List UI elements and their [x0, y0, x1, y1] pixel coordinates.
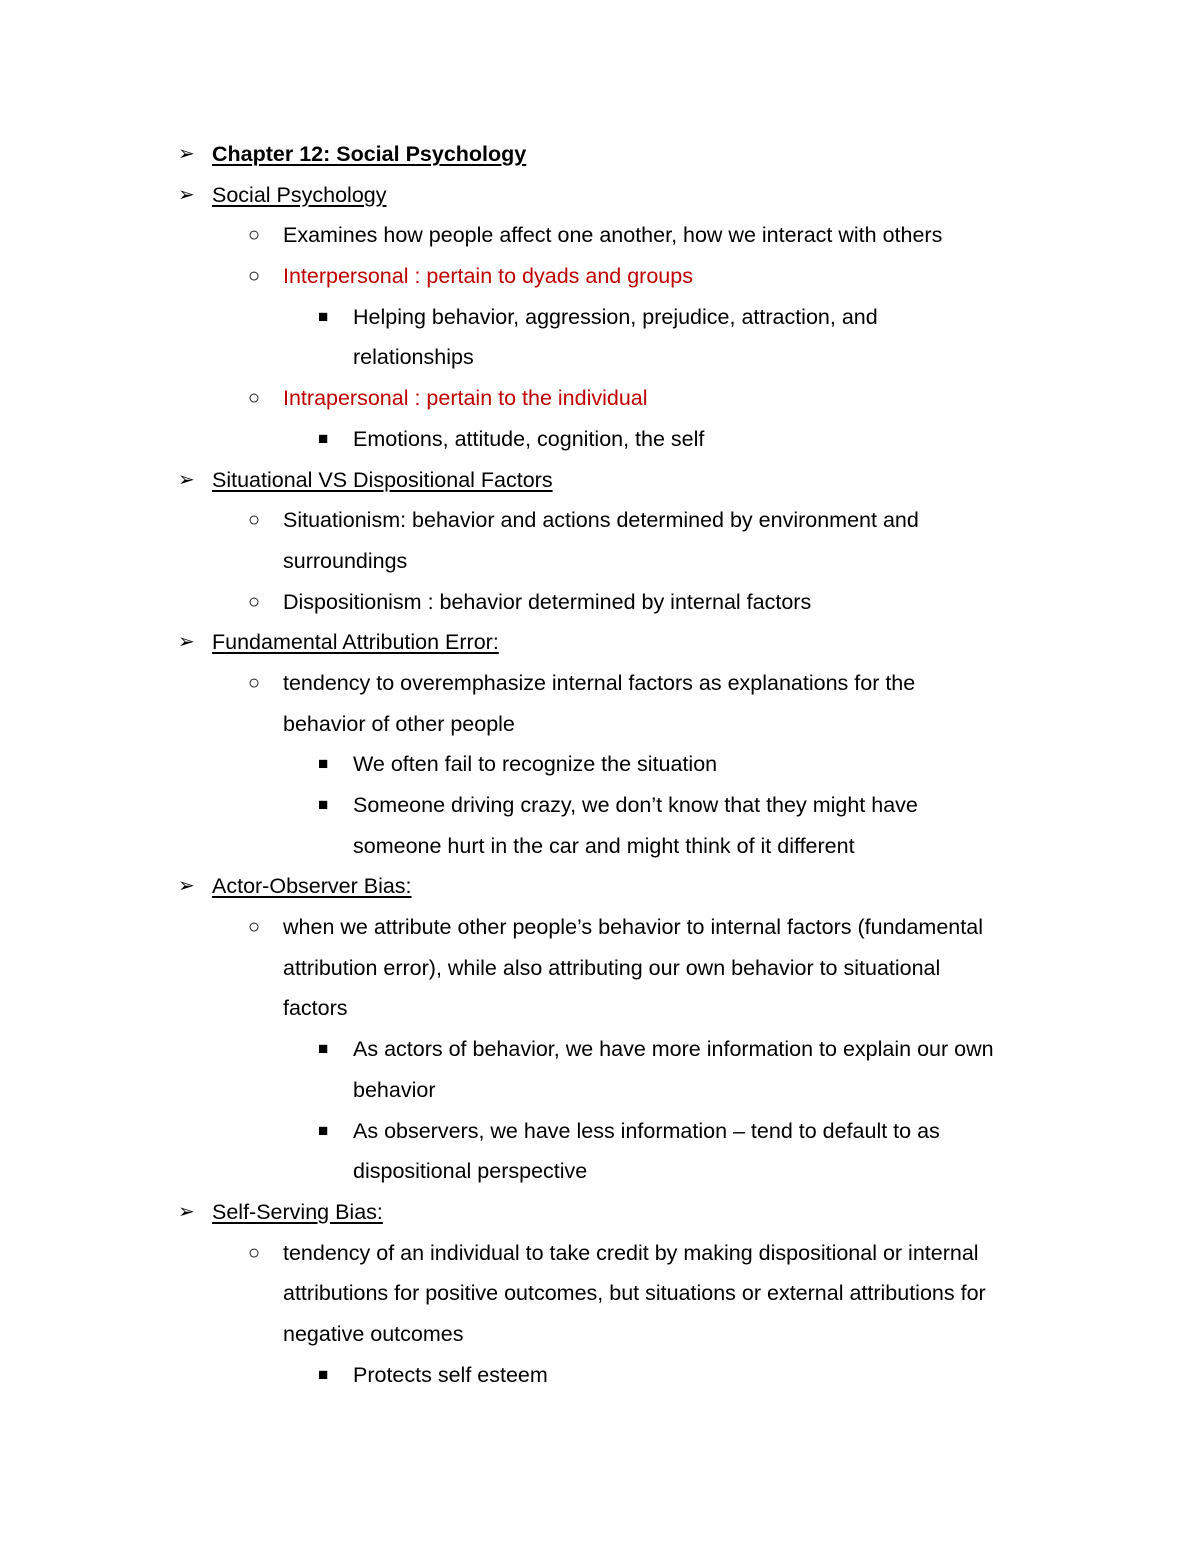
outline-text: someone hurt in the car and might think of it different [353, 833, 855, 858]
arrowhead-bullet-icon: ➢ [178, 183, 195, 206]
outline-line [0, 378, 1200, 419]
arrowhead-bullet-icon: ➢ [178, 631, 195, 654]
hollow-circle-bullet-icon: ○ [248, 590, 261, 613]
section-heading: Situational VS Dispositional Factors [212, 467, 553, 492]
outline-line [0, 826, 1200, 867]
section-heading: Actor-Observer Bias: [212, 874, 412, 899]
outline-line [0, 1233, 1200, 1274]
outline-line [0, 907, 1200, 948]
outline-text: attribution error), while also attributing our own behavior to situational [283, 955, 941, 980]
filled-square-bullet-icon: ■ [318, 306, 329, 326]
outline-line [0, 1151, 1200, 1192]
outline-line [0, 541, 1200, 582]
outline-line [0, 582, 1200, 623]
outline-text: Examines how people affect one another, how we interact with others [283, 223, 943, 248]
hollow-circle-bullet-icon: ○ [248, 916, 261, 939]
outline-text: As observers, we have less information – tend to default to as [353, 1118, 940, 1143]
outline-line [0, 256, 1200, 297]
filled-square-bullet-icon: ■ [318, 428, 329, 448]
outline-line [0, 1111, 1200, 1152]
outline-line [0, 704, 1200, 745]
outline-text: Helping behavior, aggression, prejudice, attraction, and [353, 304, 878, 329]
outline-line [0, 1273, 1200, 1314]
hollow-circle-bullet-icon: ○ [248, 224, 261, 247]
outline-line [0, 988, 1200, 1029]
outline-text: dispositional perspective [353, 1159, 588, 1184]
section-heading: Chapter 12: Social Psychology [212, 142, 527, 166]
outline-line [0, 866, 1200, 907]
section-heading: Self-Serving Bias: [212, 1199, 383, 1224]
outline-text: Intrapersonal : pertain to the individual [283, 386, 648, 411]
arrowhead-bullet-icon: ➢ [178, 143, 195, 165]
section-heading: Social Psychology [212, 182, 387, 207]
outline-line [0, 1192, 1200, 1233]
document-page [0, 134, 1200, 1395]
outline-text: Interpersonal : pertain to dyads and groups [283, 264, 693, 289]
outline-line [0, 500, 1200, 541]
outline-text: when we attribute other people’s behavior to internal factors (fundamental [283, 915, 983, 940]
hollow-circle-bullet-icon: ○ [248, 671, 261, 694]
arrowhead-bullet-icon: ➢ [178, 468, 195, 491]
outline-text: surroundings [283, 548, 408, 573]
outline-line [0, 663, 1200, 704]
hollow-circle-bullet-icon: ○ [248, 387, 261, 410]
outline-text: relationships [353, 345, 474, 370]
outline-line [0, 622, 1200, 663]
outline-line [0, 1355, 1200, 1396]
hollow-circle-bullet-icon: ○ [248, 1241, 261, 1264]
outline-text: As actors of behavior, we have more information to explain our own [353, 1037, 994, 1062]
outline-line [0, 419, 1200, 460]
outline-line [0, 1314, 1200, 1355]
outline-line [0, 337, 1200, 378]
outline-text: attributions for positive outcomes, but situations or external attributions for [283, 1281, 986, 1306]
outline-line [0, 134, 1200, 175]
outline-line [0, 785, 1200, 826]
filled-square-bullet-icon: ■ [318, 1120, 329, 1140]
outline-text: We often fail to recognize the situation [353, 752, 718, 777]
hollow-circle-bullet-icon: ○ [248, 509, 261, 532]
outline-text: Someone driving crazy, we don’t know that they might have [353, 793, 918, 817]
outline-line [0, 1029, 1200, 1070]
outline-line [0, 948, 1200, 989]
arrowhead-bullet-icon: ➢ [178, 875, 195, 898]
outline-line [0, 215, 1200, 256]
outline-line [0, 460, 1200, 501]
outline-line [0, 175, 1200, 216]
filled-square-bullet-icon: ■ [318, 795, 329, 814]
section-heading: Fundamental Attribution Error: [212, 630, 499, 655]
outline-text: behavior [353, 1077, 436, 1102]
outline-text: Protects self esteem [353, 1362, 548, 1387]
outline-text: Situationism: behavior and actions determined by environment and [283, 508, 919, 533]
outline-line [0, 1070, 1200, 1111]
filled-square-bullet-icon: ■ [318, 1364, 329, 1384]
outline-text: factors [283, 996, 348, 1021]
outline-text: tendency to overemphasize internal factors as explanations for the [283, 670, 916, 695]
outline-text: Dispositionism : behavior determined by internal factors [283, 589, 812, 614]
outline-text: tendency of an individual to take credit by making dispositional or internal [283, 1240, 979, 1265]
hollow-circle-bullet-icon: ○ [248, 265, 261, 288]
outline-text: Emotions, attitude, cognition, the self [353, 426, 705, 451]
filled-square-bullet-icon: ■ [318, 754, 329, 774]
filled-square-bullet-icon: ■ [318, 1039, 329, 1059]
outline-line [0, 744, 1200, 785]
outline-line [0, 297, 1200, 338]
outline-text: behavior of other people [283, 711, 515, 736]
arrowhead-bullet-icon: ➢ [178, 1200, 195, 1223]
outline-text: negative outcomes [283, 1321, 464, 1346]
